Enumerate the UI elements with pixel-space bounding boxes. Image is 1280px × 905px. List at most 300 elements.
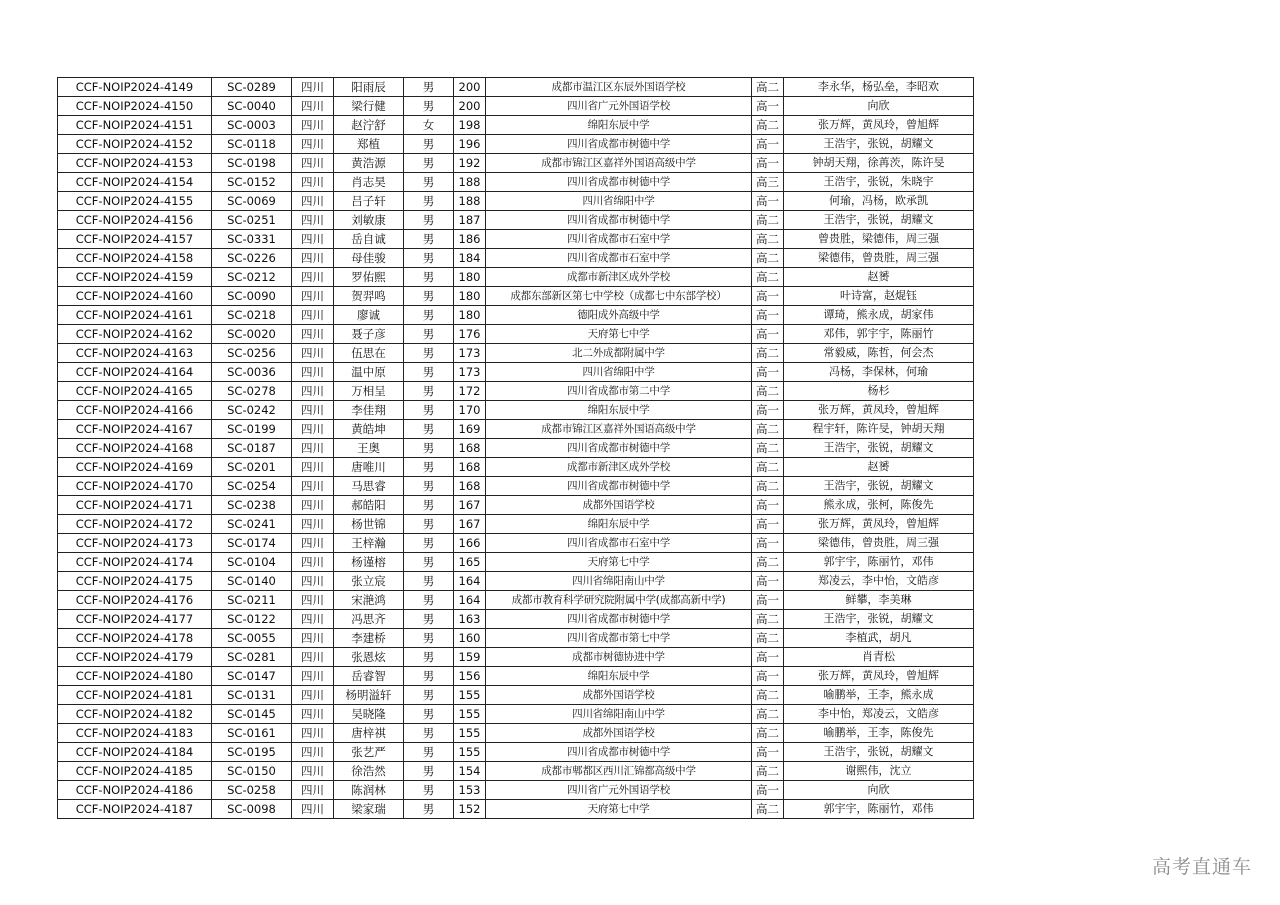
cell-id: CCF-NOIP2024-4173	[58, 534, 212, 553]
table-row	[58, 173, 974, 192]
cell-code: SC-0036	[212, 363, 292, 382]
cell-id: CCF-NOIP2024-4180	[58, 667, 212, 686]
cell-code: SC-0256	[212, 344, 292, 363]
cell-gender: 男	[404, 154, 454, 173]
cell-gender: 男	[404, 306, 454, 325]
cell-id: CCF-NOIP2024-4187	[58, 800, 212, 819]
cell-gender: 男	[404, 515, 454, 534]
cell-gender: 男	[404, 439, 454, 458]
table-row	[58, 401, 974, 420]
cell-province: 四川	[292, 515, 334, 534]
cell-grade: 高二	[752, 458, 784, 477]
cell-id: CCF-NOIP2024-4178	[58, 629, 212, 648]
cell-gender: 男	[404, 135, 454, 154]
cell-name: 聂子彦	[334, 325, 404, 344]
cell-code: SC-0242	[212, 401, 292, 420]
cell-school: 成都市树德协进中学	[486, 648, 752, 667]
cell-code: SC-0150	[212, 762, 292, 781]
cell-gender: 男	[404, 762, 454, 781]
cell-id: CCF-NOIP2024-4149	[58, 78, 212, 97]
cell-score: 166	[454, 534, 486, 553]
cell-score: 196	[454, 135, 486, 154]
cell-gender: 男	[404, 629, 454, 648]
cell-score: 187	[454, 211, 486, 230]
cell-id: CCF-NOIP2024-4174	[58, 553, 212, 572]
cell-score: 200	[454, 97, 486, 116]
cell-score: 176	[454, 325, 486, 344]
cell-name: 岳睿智	[334, 667, 404, 686]
cell-grade: 高二	[752, 420, 784, 439]
cell-gender: 男	[404, 496, 454, 515]
cell-school: 北二外成都附属中学	[486, 344, 752, 363]
cell-coach: 王浩宇，张锐，胡耀文	[784, 743, 974, 762]
cell-coach: 郭宇宇，陈丽竹，邓伟	[784, 800, 974, 819]
cell-code: SC-0331	[212, 230, 292, 249]
cell-gender: 男	[404, 572, 454, 591]
cell-name: 王奥	[334, 439, 404, 458]
cell-code: SC-0198	[212, 154, 292, 173]
cell-score: 163	[454, 610, 486, 629]
table-row	[58, 724, 974, 743]
cell-school: 成都外国语学校	[486, 496, 752, 515]
cell-province: 四川	[292, 401, 334, 420]
cell-province: 四川	[292, 534, 334, 553]
cell-code: SC-0258	[212, 781, 292, 800]
cell-province: 四川	[292, 458, 334, 477]
cell-gender: 男	[404, 705, 454, 724]
cell-code: SC-0140	[212, 572, 292, 591]
cell-grade: 高一	[752, 135, 784, 154]
cell-id: CCF-NOIP2024-4155	[58, 192, 212, 211]
cell-province: 四川	[292, 192, 334, 211]
cell-score: 200	[454, 78, 486, 97]
cell-id: CCF-NOIP2024-4175	[58, 572, 212, 591]
cell-score: 170	[454, 401, 486, 420]
cell-province: 四川	[292, 154, 334, 173]
cell-gender: 男	[404, 230, 454, 249]
cell-province: 四川	[292, 211, 334, 230]
cell-code: SC-0069	[212, 192, 292, 211]
cell-code: SC-0147	[212, 667, 292, 686]
cell-province: 四川	[292, 610, 334, 629]
cell-school: 四川省成都市第二中学	[486, 382, 752, 401]
cell-grade: 高二	[752, 211, 784, 230]
cell-id: CCF-NOIP2024-4169	[58, 458, 212, 477]
cell-grade: 高二	[752, 249, 784, 268]
cell-id: CCF-NOIP2024-4157	[58, 230, 212, 249]
cell-province: 四川	[292, 629, 334, 648]
cell-coach: 邓伟，郭宇宇，陈丽竹	[784, 325, 974, 344]
cell-code: SC-0212	[212, 268, 292, 287]
cell-province: 四川	[292, 724, 334, 743]
cell-name: 吴晓隆	[334, 705, 404, 724]
cell-id: CCF-NOIP2024-4176	[58, 591, 212, 610]
cell-score: 168	[454, 477, 486, 496]
cell-coach: 肖青松	[784, 648, 974, 667]
cell-id: CCF-NOIP2024-4161	[58, 306, 212, 325]
table-row	[58, 154, 974, 173]
table-row	[58, 439, 974, 458]
cell-gender: 男	[404, 781, 454, 800]
table-row	[58, 477, 974, 496]
cell-gender: 男	[404, 724, 454, 743]
cell-grade: 高二	[752, 344, 784, 363]
cell-name: 黄浩源	[334, 154, 404, 173]
cell-name: 李佳翔	[334, 401, 404, 420]
cell-name: 郝皓阳	[334, 496, 404, 515]
cell-grade: 高一	[752, 287, 784, 306]
cell-name: 唐唯川	[334, 458, 404, 477]
cell-score: 180	[454, 268, 486, 287]
cell-code: SC-0090	[212, 287, 292, 306]
cell-coach: 李永华，杨弘垒，李昭欢	[784, 78, 974, 97]
cell-id: CCF-NOIP2024-4158	[58, 249, 212, 268]
cell-code: SC-0201	[212, 458, 292, 477]
cell-grade: 高一	[752, 591, 784, 610]
cell-gender: 男	[404, 363, 454, 382]
cell-school: 成都外国语学校	[486, 724, 752, 743]
cell-coach: 赵赟	[784, 458, 974, 477]
table-row	[58, 553, 974, 572]
cell-name: 罗佑熙	[334, 268, 404, 287]
cell-score: 155	[454, 686, 486, 705]
cell-code: SC-0218	[212, 306, 292, 325]
cell-coach: 赵赟	[784, 268, 974, 287]
table-row	[58, 458, 974, 477]
cell-province: 四川	[292, 78, 334, 97]
cell-coach: 何瑜，冯杨，欧承凯	[784, 192, 974, 211]
table-row	[58, 800, 974, 819]
cell-province: 四川	[292, 173, 334, 192]
cell-id: CCF-NOIP2024-4168	[58, 439, 212, 458]
cell-gender: 男	[404, 534, 454, 553]
table-row	[58, 515, 974, 534]
table-row	[58, 382, 974, 401]
cell-coach: 张万辉，黄凤玲，曾旭辉	[784, 667, 974, 686]
cell-score: 156	[454, 667, 486, 686]
cell-code: SC-0199	[212, 420, 292, 439]
cell-gender: 男	[404, 173, 454, 192]
cell-school: 四川省成都市石室中学	[486, 230, 752, 249]
cell-score: 173	[454, 344, 486, 363]
table-row	[58, 648, 974, 667]
cell-school: 成都市郫都区西川汇锦都高级中学	[486, 762, 752, 781]
cell-grade: 高二	[752, 78, 784, 97]
cell-id: CCF-NOIP2024-4170	[58, 477, 212, 496]
cell-province: 四川	[292, 591, 334, 610]
cell-name: 温中原	[334, 363, 404, 382]
cell-school: 绵阳东辰中学	[486, 116, 752, 135]
cell-province: 四川	[292, 553, 334, 572]
cell-school: 四川省广元外国语学校	[486, 97, 752, 116]
cell-coach: 李中怡，郑凌云，文皓彦	[784, 705, 974, 724]
cell-province: 四川	[292, 287, 334, 306]
cell-province: 四川	[292, 135, 334, 154]
table-row	[58, 686, 974, 705]
cell-school: 成都市新津区成外学校	[486, 268, 752, 287]
cell-grade: 高一	[752, 97, 784, 116]
cell-school: 成都市锦江区嘉祥外国语高级中学	[486, 420, 752, 439]
table-row	[58, 306, 974, 325]
cell-gender: 男	[404, 78, 454, 97]
cell-coach: 程宇轩，陈许旻，钟胡天翔	[784, 420, 974, 439]
cell-province: 四川	[292, 686, 334, 705]
cell-id: CCF-NOIP2024-4181	[58, 686, 212, 705]
cell-school: 四川省成都市石室中学	[486, 534, 752, 553]
cell-school: 四川省绵阳南山中学	[486, 572, 752, 591]
cell-grade: 高一	[752, 515, 784, 534]
cell-coach: 熊永成，张柯，陈俊先	[784, 496, 974, 515]
cell-name: 陈润林	[334, 781, 404, 800]
cell-grade: 高二	[752, 439, 784, 458]
cell-code: SC-0161	[212, 724, 292, 743]
cell-code: SC-0118	[212, 135, 292, 154]
cell-name: 岳自诚	[334, 230, 404, 249]
cell-province: 四川	[292, 477, 334, 496]
cell-province: 四川	[292, 306, 334, 325]
cell-name: 马思睿	[334, 477, 404, 496]
cell-province: 四川	[292, 667, 334, 686]
cell-name: 廖诚	[334, 306, 404, 325]
cell-province: 四川	[292, 97, 334, 116]
cell-gender: 男	[404, 610, 454, 629]
cell-school: 天府第七中学	[486, 800, 752, 819]
cell-score: 167	[454, 515, 486, 534]
cell-province: 四川	[292, 344, 334, 363]
table-row	[58, 705, 974, 724]
cell-code: SC-0122	[212, 610, 292, 629]
results-body	[58, 78, 974, 819]
table-row	[58, 268, 974, 287]
table-row	[58, 325, 974, 344]
cell-school: 四川省成都市树德中学	[486, 173, 752, 192]
cell-name: 刘敏康	[334, 211, 404, 230]
cell-name: 张艺严	[334, 743, 404, 762]
cell-coach: 杨杉	[784, 382, 974, 401]
cell-name: 冯思齐	[334, 610, 404, 629]
cell-province: 四川	[292, 363, 334, 382]
cell-gender: 男	[404, 211, 454, 230]
cell-id: CCF-NOIP2024-4150	[58, 97, 212, 116]
cell-province: 四川	[292, 800, 334, 819]
table-row	[58, 97, 974, 116]
cell-gender: 男	[404, 458, 454, 477]
cell-province: 四川	[292, 230, 334, 249]
cell-score: 180	[454, 287, 486, 306]
cell-score: 173	[454, 363, 486, 382]
cell-school: 四川省成都市树德中学	[486, 477, 752, 496]
cell-coach: 喻鹏举，王李，熊永成	[784, 686, 974, 705]
cell-gender: 男	[404, 287, 454, 306]
table-row	[58, 230, 974, 249]
cell-province: 四川	[292, 762, 334, 781]
cell-province: 四川	[292, 420, 334, 439]
cell-grade: 高一	[752, 496, 784, 515]
cell-id: CCF-NOIP2024-4151	[58, 116, 212, 135]
cell-coach: 常毅威，陈哲，何会杰	[784, 344, 974, 363]
table-row	[58, 762, 974, 781]
cell-gender: 女	[404, 116, 454, 135]
cell-school: 成都市新津区成外学校	[486, 458, 752, 477]
cell-id: CCF-NOIP2024-4171	[58, 496, 212, 515]
cell-id: CCF-NOIP2024-4162	[58, 325, 212, 344]
cell-name: 梁行健	[334, 97, 404, 116]
cell-grade: 高一	[752, 306, 784, 325]
cell-coach: 张万辉，黄凤玲，曾旭辉	[784, 515, 974, 534]
cell-score: 165	[454, 553, 486, 572]
cell-coach: 向欣	[784, 97, 974, 116]
table-row	[58, 420, 974, 439]
cell-school: 德阳成外高级中学	[486, 306, 752, 325]
cell-gender: 男	[404, 686, 454, 705]
cell-grade: 高二	[752, 268, 784, 287]
cell-name: 王梓瀚	[334, 534, 404, 553]
table-row	[58, 211, 974, 230]
cell-score: 155	[454, 724, 486, 743]
cell-school: 成都市教育科学研究院附属中学(成都高新中学)	[486, 591, 752, 610]
cell-name: 杨明溢轩	[334, 686, 404, 705]
cell-grade: 高二	[752, 610, 784, 629]
cell-coach: 张万辉，黄凤玲，曾旭辉	[784, 401, 974, 420]
cell-gender: 男	[404, 667, 454, 686]
cell-grade: 高一	[752, 363, 784, 382]
cell-code: SC-0241	[212, 515, 292, 534]
cell-grade: 高一	[752, 534, 784, 553]
cell-school: 成都外国语学校	[486, 686, 752, 705]
cell-grade: 高二	[752, 800, 784, 819]
cell-coach: 王浩宇，张锐，朱晓宇	[784, 173, 974, 192]
cell-code: SC-0152	[212, 173, 292, 192]
cell-score: 155	[454, 743, 486, 762]
cell-grade: 高二	[752, 629, 784, 648]
cell-gender: 男	[404, 249, 454, 268]
cell-province: 四川	[292, 439, 334, 458]
cell-id: CCF-NOIP2024-4164	[58, 363, 212, 382]
cell-province: 四川	[292, 743, 334, 762]
cell-id: CCF-NOIP2024-4184	[58, 743, 212, 762]
cell-school: 四川省广元外国语学校	[486, 781, 752, 800]
cell-score: 159	[454, 648, 486, 667]
cell-name: 母佳骏	[334, 249, 404, 268]
cell-score: 169	[454, 420, 486, 439]
cell-score: 167	[454, 496, 486, 515]
cell-coach: 王浩宇，张锐，胡耀文	[784, 135, 974, 154]
table-row	[58, 781, 974, 800]
cell-grade: 高二	[752, 686, 784, 705]
cell-name: 伍思在	[334, 344, 404, 363]
table-row	[58, 743, 974, 762]
cell-gender: 男	[404, 591, 454, 610]
cell-gender: 男	[404, 420, 454, 439]
cell-grade: 高一	[752, 154, 784, 173]
table-row	[58, 249, 974, 268]
cell-id: CCF-NOIP2024-4167	[58, 420, 212, 439]
cell-code: SC-0187	[212, 439, 292, 458]
cell-code: SC-0251	[212, 211, 292, 230]
cell-province: 四川	[292, 572, 334, 591]
cell-code: SC-0020	[212, 325, 292, 344]
cell-coach: 钟胡天翔，徐苒茨，陈许旻	[784, 154, 974, 173]
cell-score: 155	[454, 705, 486, 724]
cell-code: SC-0040	[212, 97, 292, 116]
cell-province: 四川	[292, 268, 334, 287]
cell-code: SC-0145	[212, 705, 292, 724]
table-row	[58, 667, 974, 686]
cell-id: CCF-NOIP2024-4186	[58, 781, 212, 800]
cell-grade: 高一	[752, 401, 784, 420]
cell-name: 杨世锦	[334, 515, 404, 534]
cell-school: 天府第七中学	[486, 553, 752, 572]
cell-grade: 高一	[752, 743, 784, 762]
cell-name: 宋滟鸿	[334, 591, 404, 610]
cell-id: CCF-NOIP2024-4177	[58, 610, 212, 629]
cell-score: 152	[454, 800, 486, 819]
cell-grade: 高二	[752, 477, 784, 496]
cell-code: SC-0174	[212, 534, 292, 553]
cell-grade: 高二	[752, 230, 784, 249]
cell-name: 张恩炫	[334, 648, 404, 667]
cell-coach: 谢熙伟，沈立	[784, 762, 974, 781]
cell-id: CCF-NOIP2024-4179	[58, 648, 212, 667]
cell-id: CCF-NOIP2024-4183	[58, 724, 212, 743]
cell-id: CCF-NOIP2024-4152	[58, 135, 212, 154]
cell-school: 四川省成都市第七中学	[486, 629, 752, 648]
cell-score: 172	[454, 382, 486, 401]
cell-gender: 男	[404, 382, 454, 401]
table-row	[58, 344, 974, 363]
cell-score: 164	[454, 591, 486, 610]
cell-coach: 郭宇宇，陈丽竹，邓伟	[784, 553, 974, 572]
cell-coach: 鲜攀，李美琳	[784, 591, 974, 610]
cell-id: CCF-NOIP2024-4159	[58, 268, 212, 287]
cell-school: 成都市锦江区嘉祥外国语高级中学	[486, 154, 752, 173]
cell-school: 成都市温江区东辰外国语学校	[486, 78, 752, 97]
table-row	[58, 192, 974, 211]
cell-coach: 向欣	[784, 781, 974, 800]
cell-school: 绵阳东辰中学	[486, 667, 752, 686]
cell-grade: 高一	[752, 572, 784, 591]
cell-coach: 喻鹏举，王李，陈俊先	[784, 724, 974, 743]
cell-province: 四川	[292, 648, 334, 667]
cell-province: 四川	[292, 705, 334, 724]
cell-id: CCF-NOIP2024-4163	[58, 344, 212, 363]
cell-province: 四川	[292, 496, 334, 515]
table-row	[58, 116, 974, 135]
cell-school: 天府第七中学	[486, 325, 752, 344]
cell-school: 四川省绵阳中学	[486, 363, 752, 382]
cell-coach: 张万辉，黄凤玲，曾旭辉	[784, 116, 974, 135]
cell-school: 四川省成都市树德中学	[486, 211, 752, 230]
cell-coach: 王浩宇，张锐，胡耀文	[784, 477, 974, 496]
cell-id: CCF-NOIP2024-4156	[58, 211, 212, 230]
cell-id: CCF-NOIP2024-4182	[58, 705, 212, 724]
cell-province: 四川	[292, 116, 334, 135]
cell-code: SC-0104	[212, 553, 292, 572]
cell-name: 吕子轩	[334, 192, 404, 211]
cell-score: 160	[454, 629, 486, 648]
cell-code: SC-0211	[212, 591, 292, 610]
cell-code: SC-0278	[212, 382, 292, 401]
results-table	[57, 77, 974, 819]
cell-coach: 冯杨，李保林，何瑜	[784, 363, 974, 382]
cell-name: 张立宸	[334, 572, 404, 591]
cell-gender: 男	[404, 97, 454, 116]
cell-code: SC-0003	[212, 116, 292, 135]
cell-school: 四川省成都市树德中学	[486, 135, 752, 154]
cell-name: 唐梓祺	[334, 724, 404, 743]
cell-score: 153	[454, 781, 486, 800]
cell-code: SC-0226	[212, 249, 292, 268]
